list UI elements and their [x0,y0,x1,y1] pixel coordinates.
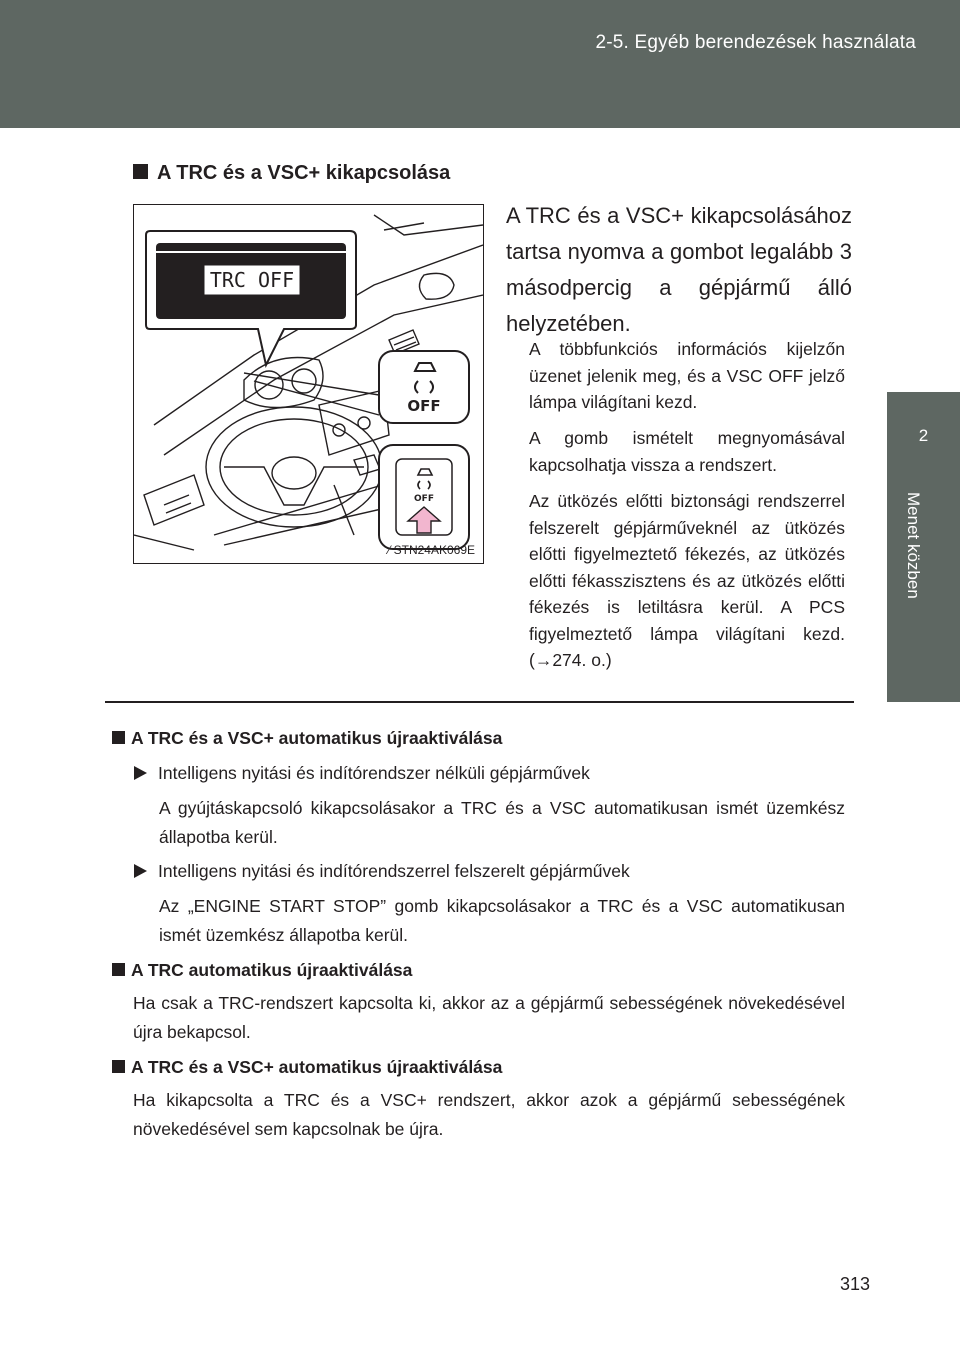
note-pcs: Az ütközés előtti biztonsági rendszerrel felszerelt gépjárműveknél az ütközés előtti figyelmeztető fékezés, az ütközés előtti fékasszisztens és az ütközés előtti fékezés is letiltásra kerül. A PCS figyelmeztető lámpa világítani kezd. (→274. o.) [529,491,845,670]
section-heading [133,162,450,185]
subsection-heading-1 [112,728,502,749]
section-heading-text: A TRC és a VSC+ kikapcsolása [157,162,451,184]
illustration-code-text: STN24AK069E [393,543,475,557]
illustration-code: ⁄ STN24AK069E [388,543,475,557]
square-bullet-icon [112,1060,125,1073]
side-tab-number: 2 [918,426,929,445]
dashboard-drawing [134,205,483,563]
chapter-title: 2-5. Egyéb berendezések használata [595,32,916,53]
side-tab-label: Menet közben [904,492,923,599]
side-tab [887,392,960,702]
paragraph: Ha kikapcsolta a TRC és a VSC+ rendszert, akkor azok a gépjármű sebességének növekedésével sem kapcsolnak be újra. [133,1090,845,1139]
intro-text: A TRC és a VSC+ kikapcsolásához tartsa nyomva a gombot legalább 3 másodpercig a gépjármű álló helyzetében. [506,203,852,336]
subsection-heading-3 [112,1057,502,1078]
note-display-message: A többfunkciós információs kijelzőn üzenet jelenik meg, és a VSC OFF jelző lámpa világítani kezd. [529,339,845,412]
triangle-bullet-icon [134,766,147,780]
dashboard-illustration [133,204,484,564]
bullet-text: Intelligens nyitási és indítórendszerrel felszerelt gépjárművek [158,861,630,881]
bullet-item [134,763,590,784]
triangle-bullet-icon [134,864,147,878]
square-bullet-icon [112,963,125,976]
paragraph: A gyújtáskapcsoló kikapcsolásakor a TRC és a VSC automatikusan ismét üzemkész állapotba kerül. [159,798,845,847]
subsection-heading-text: A TRC és a VSC+ automatikus újraaktiválása [131,1057,503,1077]
square-bullet-icon [133,164,148,179]
header-bar [0,0,960,128]
note-reactivate: A gomb ismételt megnyomásával kapcsolhatja vissza a rendszert. [529,428,845,475]
subsection-heading-2 [112,960,412,981]
bullet-item [134,861,630,882]
display-text: TRC OFF [209,268,295,292]
button-closeup-label: OFF [414,494,434,504]
bullet-text: Intelligens nyitási és indítórendszer nélküli gépjárművek [158,763,590,783]
divider [105,701,854,703]
page-number: 313 [840,1274,871,1294]
subsection-heading-text: A TRC automatikus újraaktiválása [131,960,413,980]
button-label: OFF [407,397,441,415]
paragraph: Az „ENGINE START STOP” gomb kikapcsolásakor a TRC és a VSC automatikusan ismét üzemkész állapotba kerül. [159,896,845,945]
paragraph: Ha csak a TRC-rendszert kapcsolta ki, akkor az a gépjármű sebességének növekedésével újra bekapcsol. [133,993,845,1042]
square-bullet-icon [112,731,125,744]
subsection-heading-text: A TRC és a VSC+ automatikus újraaktiválása [131,728,503,748]
